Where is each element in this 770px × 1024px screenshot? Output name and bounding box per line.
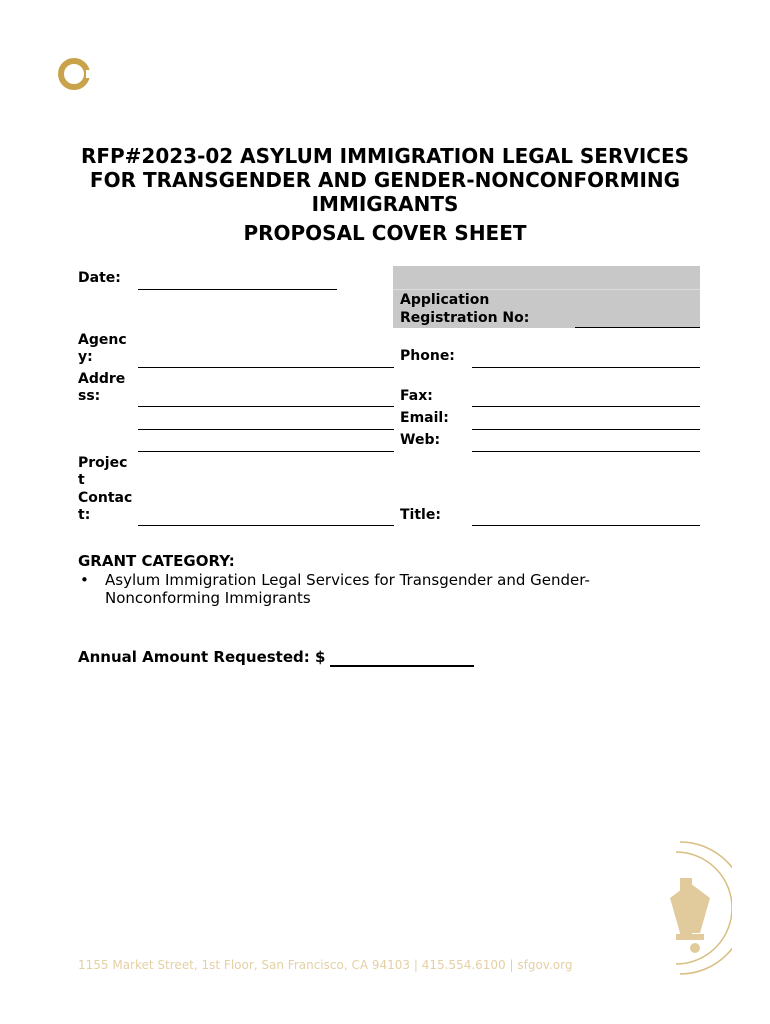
phone-label: Phone: bbox=[400, 348, 455, 364]
footer-address: 1155 Market Street, 1st Floor, San Francisco, CA 94103 | 415.554.6100 | sfgov.org bbox=[78, 958, 573, 972]
address-label-line2: ss: bbox=[78, 388, 101, 404]
annual-amount-label: Annual Amount Requested: $ bbox=[78, 648, 326, 666]
title-field[interactable] bbox=[472, 525, 700, 526]
circle-logo-icon bbox=[56, 56, 92, 92]
project-label-line2: t bbox=[78, 472, 85, 488]
contact-label-line1: Contac bbox=[78, 490, 133, 506]
web-field[interactable] bbox=[472, 451, 700, 452]
project-label-line1: Projec bbox=[78, 455, 128, 471]
address-field-line3[interactable] bbox=[138, 451, 394, 452]
address-label-line1: Addre bbox=[78, 371, 126, 387]
city-seal-icon bbox=[640, 838, 732, 978]
document-subtitle: PROPOSAL COVER SHEET bbox=[243, 221, 527, 245]
fax-label: Fax: bbox=[400, 388, 433, 404]
bullet-icon: • bbox=[80, 571, 89, 589]
contact-label-line2: t: bbox=[78, 507, 91, 523]
application-label: Application bbox=[400, 292, 490, 308]
registration-no-label: Registration No: bbox=[400, 310, 530, 326]
web-label: Web: bbox=[400, 432, 441, 448]
agency-label-line2: y: bbox=[78, 349, 93, 365]
date-field[interactable] bbox=[138, 289, 337, 290]
document-title: RFP#2023-02 ASYLUM IMMIGRATION LEGAL SERVICES FOR TRANSGENDER AND GENDER-NONCONFORMING IMMIGRANTS bbox=[80, 144, 690, 216]
grant-category-heading: GRANT CATEGORY: bbox=[78, 552, 235, 570]
project-contact-field[interactable] bbox=[138, 525, 394, 526]
email-label: Email: bbox=[400, 410, 449, 426]
annual-amount-field[interactable] bbox=[330, 665, 474, 667]
email-field[interactable] bbox=[472, 429, 700, 430]
phone-field[interactable] bbox=[472, 367, 700, 368]
agency-field[interactable] bbox=[138, 367, 394, 368]
address-field-line1[interactable] bbox=[138, 406, 394, 407]
fax-field[interactable] bbox=[472, 406, 700, 407]
agency-label-line1: Agenc bbox=[78, 332, 127, 348]
shade-divider bbox=[393, 289, 700, 290]
address-field-line2[interactable] bbox=[138, 429, 394, 430]
registration-no-field[interactable] bbox=[575, 327, 700, 328]
title-label: Title: bbox=[400, 507, 441, 523]
grant-category-item: Asylum Immigration Legal Services for Transgender and Gender-Nonconforming Immigrants bbox=[105, 571, 590, 607]
date-label: Date: bbox=[78, 270, 121, 286]
